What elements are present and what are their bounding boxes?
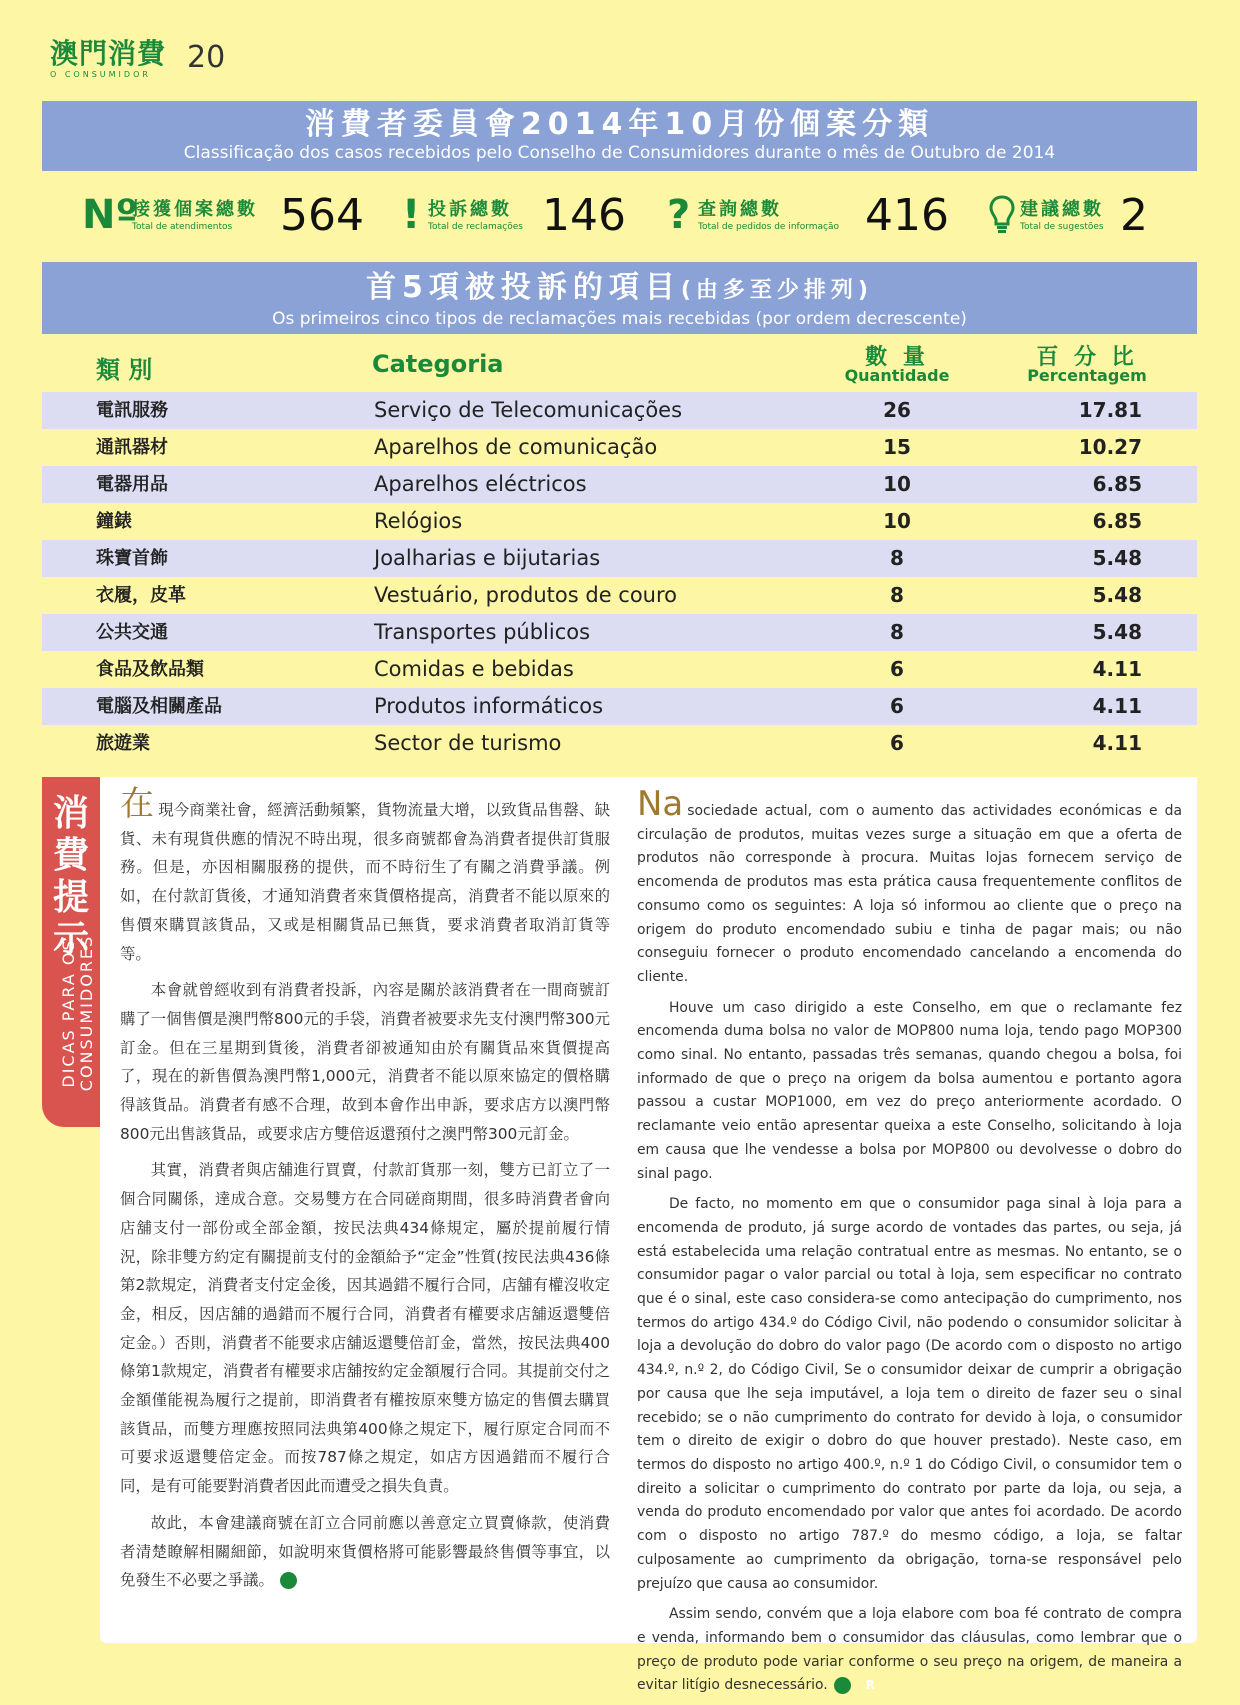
stat-total-suggestions — [988, 190, 1158, 250]
category-zh: 旅遊業 — [96, 733, 150, 754]
banner-title-zh: 首5項被投訴的項目 — [366, 270, 681, 305]
number-icon: Nº — [82, 192, 139, 238]
lightbulb-icon — [988, 194, 1016, 236]
stat-total-complaints — [402, 190, 626, 250]
header-percent-zh: 百 分 比 — [1036, 345, 1138, 370]
quantity: 6 — [890, 731, 904, 755]
stat-total-cases — [82, 190, 362, 250]
category-pt: Aparelhos eléctricos — [374, 472, 587, 496]
quantity: 15 — [883, 435, 911, 459]
table-row — [42, 577, 1197, 614]
exclamation-icon: ! — [402, 192, 421, 238]
banner-title-zh: 消費者委員會2014年10月份個案分類 — [304, 107, 935, 142]
table-row — [42, 614, 1197, 651]
dropcap-zh: 在 — [120, 784, 155, 824]
table-row — [42, 725, 1197, 762]
category-pt: Relógios — [374, 509, 463, 533]
table-row — [42, 651, 1197, 688]
quantity: 8 — [890, 546, 904, 570]
table-row — [42, 429, 1197, 466]
consumer-tips-tab — [42, 777, 100, 1127]
category-zh: 電訊服務 — [96, 400, 168, 421]
tips-paragraph-zh: 本會就曾經收到有消費者投訴，內容是關於該消費者在一間商號訂購了一個售價是澳門幣800元的手袋，消費者被要求先支付澳門幣300元訂金。但在三星期到貨後，消費者卻被通知由於有關貨品來貨價提高了，現在的新售價為澳門幣1,000元，消費者不能以原來協定的價格購得該貨品。消費者有感不合理，故到本會作出申訴，要求店方以澳門幣800元出售該貨品，或要求店方雙倍返還預付之澳門幣300元訂金。 — [120, 981, 610, 1143]
quantity: 10 — [883, 509, 911, 533]
quantity: 8 — [890, 620, 904, 644]
banner-title-pt: Classificação dos casos recebidos pelo Conselho de Consumidores durante o mês de Outubro de 2014 — [183, 143, 1056, 163]
category-pt: Sector de turismo — [374, 731, 562, 755]
header-quantity-zh: 數 量 — [865, 345, 929, 370]
category-pt: Vestuário, produtos de couro — [374, 583, 678, 607]
stat-value: 564 — [280, 190, 364, 241]
tips-paragraph-pt: Houve um caso dirigido a este Conselho, em que o reclamante fez encomenda duma bolsa no valor de MOP800 numa loja, tendo pago MOP300 como sinal. No entanto, passadas três semanas, quando chegou a bolsa, foi informado de que o preço na origem da bolsa aumentou e portanto agora passou a custar MOP1000, em vez do preço anteriormente acordado. O reclamante veio então apresentar queixa a este Conselho, solicitando à loja em causa que lhe vendesse a bolsa por MOP800 ou devolvesse o dobro do sinal pago. — [637, 999, 1182, 1182]
header-category-pt: Categoria — [372, 350, 504, 378]
banner-title-pt: Os primeiros cinco tipos de reclamações mais recebidas (por ordem decrescente) — [272, 309, 967, 329]
category-pt: Produtos informáticos — [374, 694, 604, 718]
tips-paragraph-zh: 其實，消費者與店舖進行買賣，付款訂貨那一刻，雙方已訂立了一個合同關係，達成合意。交易雙方在合同磋商期間，很多時消費者會向店舖支付一部份或全部金額，按民法典434條規定，屬於提前履行情況，除非雙方約定有關提前支付的金額給予“定金”性質(按民法典436條第2款規定，消費者支付定金後，因其過錯不履行合同，店舖有權沒收定金，相反，因店舖的過錯而不履行合同，消費者有權要求店舖返還雙倍定金。）否則，消費者不能要求店舖返還雙倍訂金，當然，按民法典400條第1款規定，消費者有權要求店舖按約定金額履行合同。其提前交付之金額僅能視為履行之提前，即消費者有權按原來雙方協定的售價去購買該貨品，而雙方理應按照同法典第400條之規定下，履行原定合同而不可要求返還雙倍定金。而按787條之規定，如店方因過錯而不履行合同，是有可能要對消費者因此而遭受之損失負責。 — [120, 1161, 610, 1496]
stat-label-zh: 接獲個案總數 — [132, 199, 258, 220]
percentage: 4.11 — [1092, 731, 1142, 755]
percentage: 5.48 — [1092, 583, 1142, 607]
table-row — [42, 392, 1197, 429]
end-mark-icon: R — [834, 1677, 851, 1694]
tips-paragraph-pt: Assim sendo, convém que a loja elabore com boa fé contrato de compra e venda, informando bem o consumidor das cláusulas, como lembrar que o preço de produto pode variar conforme o seu preço na origem, de maneira a evitar litígio desnecessário. R — [637, 1606, 1182, 1694]
category-zh: 衣履，皮革 — [96, 585, 186, 606]
tips-paragraph-pt: Na sociedade actual, com o aumento das actividades económicas e da circulação de produtos, muitas vezes surge a situação em que a oferta de produtos não corresponde à procura. Muitas lojas fornecem serviço de encomenda de produtos mas esta prática causa frequentemente conflitos de consumo como os seguintes: A loja só informou ao cliente que o preço na origem do produto encomendado subiu e tinha de pagar mais; ou não conseguiu fornecer o produto encomendado cancelando a encomenda do cliente. — [637, 784, 1182, 985]
table-row — [42, 466, 1197, 503]
end-mark-icon: R — [280, 1572, 297, 1589]
stat-value: 416 — [865, 190, 949, 241]
tips-column-zh — [120, 784, 610, 1603]
percentage: 5.48 — [1092, 620, 1142, 644]
banner-title-zh-paren: (由多至少排列) — [680, 278, 873, 303]
category-zh: 通訊器材 — [96, 437, 168, 458]
stat-label-zh: 投訴總數 — [428, 199, 512, 220]
tab-title-zh: 消費提示 — [52, 793, 89, 960]
quantity: 6 — [890, 657, 904, 681]
category-pt: Serviço de Telecomunicações — [374, 398, 683, 422]
category-pt: Transportes públicos — [374, 620, 591, 644]
stat-label-pt: Total de pedidos de informação — [698, 222, 840, 232]
stat-label-pt: Total de atendimentos — [132, 222, 233, 232]
stat-label-zh: 建議總數 — [1020, 199, 1104, 220]
tips-paragraph-pt: De facto, no momento em que o consumidor paga sinal à loja para a encomenda de produto, já surge acordo de vontades das partes, ou seja, já está estabelecida uma relação contratual entre as mesmas. No entanto, se o consumidor pagar o valor parcial ou total à loja, sem especificar no contrato que é o sinal, este caso considera-se como antecipação do cumprimento, nos termos do artigo 434.º do Código Civil, não podendo o consumidor solicitar à loja a devolução do dobro do valor pago (De acordo com o disposto no artigo 434.º, n.º 2, do Código Civil, Se o consumidor deixar de cumprir a obrigação por causa que lhe seja imputável, a loja tem o direito de fazer seu o sinal recebido; se o não cumprimento do contrato for devido à loja, o consumidor tem o direito de exigir o dobro do que houver prestado). Neste caso, em termos do disposto no artigo 400.º, n.º 1 do Código Civil, o consumidor tem o direito a solicitar o cumprimento do contrato por parte da loja, ou seja, a venda do produto encomendado por valor que antes foi acordado. De acordo com o disposto no artigo 787.º do mesmo código, a loja, se faltar culposamente ao cumprimento da obrigação, torna-se responsável pelo prejuízo que causa ao consumidor. — [637, 1196, 1182, 1592]
table-row — [42, 503, 1197, 540]
tips-column-pt — [637, 784, 1182, 1705]
header-quantity-pt: Quantidade — [844, 366, 950, 385]
category-pt: Comidas e bebidas — [374, 657, 574, 681]
stat-value: 2 — [1120, 190, 1148, 241]
percentage: 17.81 — [1078, 398, 1142, 422]
monthly-classification-banner — [42, 101, 1197, 171]
quantity: 6 — [890, 694, 904, 718]
category-pt: Joalharias e bijutarias — [374, 546, 601, 570]
stat-value: 146 — [542, 190, 626, 241]
percentage: 6.85 — [1092, 509, 1142, 533]
quantity: 10 — [883, 472, 911, 496]
category-zh: 電器用品 — [96, 474, 168, 495]
tab-title-pt: DICAS PARA OS CONSUMIDORES — [59, 934, 96, 1092]
percentage: 4.11 — [1092, 657, 1142, 681]
stat-label-pt: Total de reclamações — [428, 222, 523, 232]
header-category-zh: 類 別 — [96, 356, 153, 384]
page-number: 20 — [187, 40, 226, 75]
percentage: 10.27 — [1078, 435, 1142, 459]
logo — [50, 38, 170, 84]
top-complaints-banner — [42, 262, 1197, 334]
category-zh: 公共交通 — [96, 622, 168, 643]
tips-paragraph-zh: 在現今商業社會，經濟活動頻繁，貨物流量大增，以致貨品售罄、缺貨、未有現貨供應的情況不時出現，很多商號都會為消費者提供訂貨服務。但是，亦因相關服務的提供，而不時衍生了有關之消費爭議。例如，在付款訂貨後，才通知消費者來貨價格提高，消費者不能以原來的售價來購買該貨品，又或是相關貨品已無貨，要求消費者取消訂貨等等。 — [120, 784, 610, 963]
quantity: 8 — [890, 583, 904, 607]
question-icon: ? — [667, 192, 691, 238]
tips-paragraph-zh: 故此，本會建議商號在訂立合同前應以善意定立買賣條款，使消費者清楚瞭解相關細節，如說明來貨價格將可能影響最終售價等事宜，以免發生不必要之爭議。 R — [120, 1513, 610, 1590]
quantity: 26 — [883, 398, 911, 422]
stat-label-zh: 查詢總數 — [698, 199, 782, 220]
table-header — [42, 340, 1197, 390]
logo-subtitle: O CONSUMIDOR — [50, 70, 151, 79]
category-zh: 電腦及相關產品 — [96, 696, 222, 717]
percentage: 5.48 — [1092, 546, 1142, 570]
dropcap-pt: Na — [637, 784, 684, 824]
category-zh: 珠寶首飾 — [96, 548, 168, 569]
percentage: 6.85 — [1092, 472, 1142, 496]
stat-label-pt: Total de sugestões — [1020, 222, 1104, 232]
stat-total-inquiries — [667, 190, 947, 250]
logo-title: 澳門消費 — [50, 37, 167, 70]
category-pt: Aparelhos de comunicação — [374, 435, 658, 459]
table-row — [42, 688, 1197, 725]
percentage: 4.11 — [1092, 694, 1142, 718]
category-zh: 鐘錶 — [96, 511, 132, 532]
category-zh: 食品及飲品類 — [96, 659, 204, 680]
header-percent-pt: Percentagem — [1027, 366, 1147, 385]
table-row — [42, 540, 1197, 577]
